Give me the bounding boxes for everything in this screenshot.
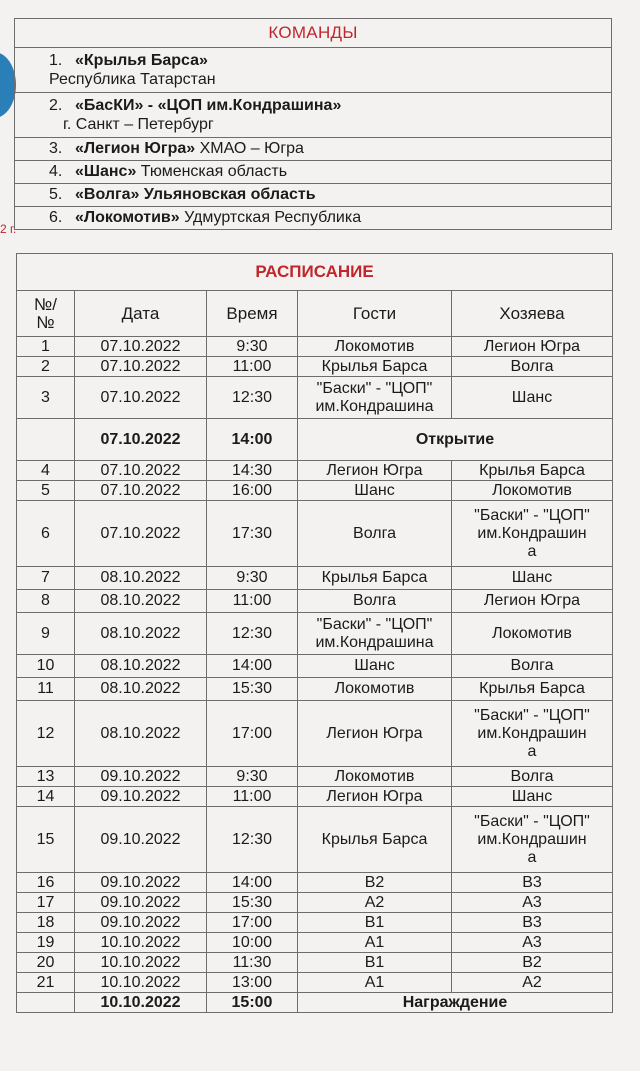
match-guests: А2 xyxy=(298,893,452,913)
match-hosts: "Баски" - "ЦОП" им.Кондрашин а xyxy=(452,501,613,567)
match-date: 07.10.2022 xyxy=(75,501,207,567)
match-number: 1 xyxy=(17,337,75,357)
match-date: 07.10.2022 xyxy=(75,357,207,377)
schedule-row xyxy=(17,357,613,377)
match-date: 07.10.2022 xyxy=(75,377,207,419)
edge-note: 2 г. xyxy=(0,222,17,236)
schedule-table xyxy=(16,253,613,1013)
match-guests: Крылья Барса xyxy=(298,357,452,377)
match-guests: Крылья Барса xyxy=(298,807,452,873)
match-number: 21 xyxy=(17,973,75,993)
match-guests: Локомотив xyxy=(298,337,452,357)
match-number: 3 xyxy=(17,377,75,419)
team-name: «Легион Югра» xyxy=(75,140,196,158)
header-num: №/ № xyxy=(17,291,75,337)
schedule-row xyxy=(17,481,613,501)
team-region: Тюменская область xyxy=(140,163,288,181)
match-time: 12:30 xyxy=(207,613,298,655)
match-date: 08.10.2022 xyxy=(75,701,207,767)
teams-table xyxy=(14,18,612,230)
schedule-row xyxy=(17,787,613,807)
match-hosts: В2 xyxy=(452,953,613,973)
match-date: 10.10.2022 xyxy=(75,933,207,953)
match-date: 09.10.2022 xyxy=(75,807,207,873)
team-number: 1. xyxy=(49,51,63,69)
team-row xyxy=(15,138,612,161)
header-time: Время xyxy=(207,291,298,337)
team-number: 4. xyxy=(49,163,63,181)
match-hosts: Волга xyxy=(452,357,613,377)
team-row xyxy=(15,184,612,207)
match-guests: Легион Югра xyxy=(298,461,452,481)
match-guests: Легион Югра xyxy=(298,701,452,767)
match-date: 08.10.2022 xyxy=(75,567,207,590)
match-guests: Локомотив xyxy=(298,678,452,701)
schedule-row xyxy=(17,973,613,993)
match-time: 14:00 xyxy=(207,873,298,893)
match-guests: Волга xyxy=(298,501,452,567)
match-hosts: "Баски" - "ЦОП" им.Кондрашин а xyxy=(452,701,613,767)
match-time: 9:30 xyxy=(207,337,298,357)
match-guests: Крылья Барса xyxy=(298,567,452,590)
match-hosts: А2 xyxy=(452,973,613,993)
match-number: 9 xyxy=(17,613,75,655)
match-number xyxy=(17,993,75,1013)
match-date: 08.10.2022 xyxy=(75,678,207,701)
team-region: г. Санкт – Петербург xyxy=(63,116,214,133)
match-time: 15:00 xyxy=(207,993,298,1013)
event-label: Награждение xyxy=(298,993,613,1013)
match-guests: "Баски" - "ЦОП" им.Кондрашина xyxy=(298,613,452,655)
schedule-event-row xyxy=(17,993,613,1013)
match-guests: Локомотив xyxy=(298,767,452,787)
match-number: 6 xyxy=(17,501,75,567)
match-date: 09.10.2022 xyxy=(75,893,207,913)
match-time: 12:30 xyxy=(207,377,298,419)
schedule-row xyxy=(17,678,613,701)
match-date: 07.10.2022 xyxy=(75,337,207,357)
team-number: 2. xyxy=(49,96,63,114)
match-hosts: Крылья Барса xyxy=(452,678,613,701)
schedule-row xyxy=(17,461,613,481)
match-guests: В2 xyxy=(298,873,452,893)
match-number: 17 xyxy=(17,893,75,913)
match-number: 20 xyxy=(17,953,75,973)
match-hosts: Шанс xyxy=(452,567,613,590)
match-time: 17:00 xyxy=(207,913,298,933)
match-hosts: Легион Югра xyxy=(452,337,613,357)
match-guests: А1 xyxy=(298,933,452,953)
match-date: 07.10.2022 xyxy=(75,481,207,501)
match-hosts: Крылья Барса xyxy=(452,461,613,481)
team-row xyxy=(15,48,612,93)
match-date: 10.10.2022 xyxy=(75,973,207,993)
match-number: 11 xyxy=(17,678,75,701)
schedule-title: РАСПИСАНИЕ xyxy=(17,254,613,291)
team-name: «Крылья Барса» xyxy=(75,51,208,69)
team-name: «Волга» Ульяновская область xyxy=(75,186,316,204)
column-headers xyxy=(17,291,613,337)
match-time: 12:30 xyxy=(207,807,298,873)
team-name: «Локомотив» xyxy=(75,209,180,227)
match-hosts: Легион Югра xyxy=(452,590,613,613)
match-hosts: Шанс xyxy=(452,787,613,807)
match-time: 15:30 xyxy=(207,893,298,913)
match-date: 08.10.2022 xyxy=(75,613,207,655)
match-hosts: В3 xyxy=(452,913,613,933)
match-number: 19 xyxy=(17,933,75,953)
schedule-row xyxy=(17,337,613,357)
match-hosts: "Баски" - "ЦОП" им.Кондрашин а xyxy=(452,807,613,873)
match-hosts: Локомотив xyxy=(452,613,613,655)
team-region: Республика Татарстан xyxy=(49,71,216,88)
team-region: Удмуртская Республика xyxy=(184,209,362,227)
schedule-row xyxy=(17,933,613,953)
schedule-row xyxy=(17,590,613,613)
team-name: «БасКИ» - «ЦОП им.Кондрашина» xyxy=(75,96,342,114)
match-hosts: В3 xyxy=(452,873,613,893)
schedule-row xyxy=(17,701,613,767)
event-label: Открытие xyxy=(298,419,613,461)
schedule-event-row xyxy=(17,419,613,461)
match-date: 09.10.2022 xyxy=(75,913,207,933)
match-date: 07.10.2022 xyxy=(75,419,207,461)
match-number: 4 xyxy=(17,461,75,481)
match-hosts: А3 xyxy=(452,893,613,913)
match-number: 15 xyxy=(17,807,75,873)
match-hosts: Волга xyxy=(452,655,613,678)
match-hosts: А3 xyxy=(452,933,613,953)
match-time: 9:30 xyxy=(207,767,298,787)
match-number: 2 xyxy=(17,357,75,377)
match-date: 10.10.2022 xyxy=(75,993,207,1013)
match-time: 11:00 xyxy=(207,357,298,377)
match-time: 10:00 xyxy=(207,933,298,953)
header-hosts: Хозяева xyxy=(452,291,613,337)
team-number: 5. xyxy=(49,186,63,204)
match-time: 14:30 xyxy=(207,461,298,481)
match-number xyxy=(17,419,75,461)
team-row xyxy=(15,93,612,138)
match-time: 17:30 xyxy=(207,501,298,567)
match-guests: Легион Югра xyxy=(298,787,452,807)
match-date: 07.10.2022 xyxy=(75,461,207,481)
schedule-row xyxy=(17,377,613,419)
match-number: 14 xyxy=(17,787,75,807)
schedule-row xyxy=(17,953,613,973)
match-date: 09.10.2022 xyxy=(75,767,207,787)
match-time: 13:00 xyxy=(207,973,298,993)
match-number: 12 xyxy=(17,701,75,767)
match-guests: В1 xyxy=(298,953,452,973)
team-number: 3. xyxy=(49,140,63,158)
schedule-row xyxy=(17,913,613,933)
team-name: «Шанс» xyxy=(75,163,137,181)
match-time: 15:30 xyxy=(207,678,298,701)
match-time: 11:00 xyxy=(207,590,298,613)
schedule-row xyxy=(17,807,613,873)
match-guests: Шанс xyxy=(298,481,452,501)
match-hosts: Шанс xyxy=(452,377,613,419)
match-guests: А1 xyxy=(298,973,452,993)
header-date: Дата xyxy=(75,291,207,337)
header-guests: Гости xyxy=(298,291,452,337)
match-time: 16:00 xyxy=(207,481,298,501)
match-number: 7 xyxy=(17,567,75,590)
team-region: ХМАО – Югра xyxy=(199,140,304,158)
schedule-row xyxy=(17,613,613,655)
match-time: 11:30 xyxy=(207,953,298,973)
schedule-row xyxy=(17,873,613,893)
match-date: 09.10.2022 xyxy=(75,873,207,893)
match-number: 10 xyxy=(17,655,75,678)
match-guests: "Баски" - "ЦОП" им.Кондрашина xyxy=(298,377,452,419)
match-time: 11:00 xyxy=(207,787,298,807)
match-number: 16 xyxy=(17,873,75,893)
schedule-row xyxy=(17,501,613,567)
match-time: 14:00 xyxy=(207,419,298,461)
schedule-row xyxy=(17,767,613,787)
match-time: 17:00 xyxy=(207,701,298,767)
match-date: 10.10.2022 xyxy=(75,953,207,973)
match-date: 08.10.2022 xyxy=(75,590,207,613)
match-guests: Волга xyxy=(298,590,452,613)
match-hosts: Локомотив xyxy=(452,481,613,501)
match-guests: В1 xyxy=(298,913,452,933)
match-time: 14:00 xyxy=(207,655,298,678)
team-row xyxy=(15,207,612,230)
match-guests: Шанс xyxy=(298,655,452,678)
schedule-row xyxy=(17,655,613,678)
match-date: 08.10.2022 xyxy=(75,655,207,678)
match-date: 09.10.2022 xyxy=(75,787,207,807)
match-time: 9:30 xyxy=(207,567,298,590)
schedule-row xyxy=(17,893,613,913)
team-row xyxy=(15,161,612,184)
team-number: 6. xyxy=(49,209,63,227)
match-hosts: Волга xyxy=(452,767,613,787)
match-number: 13 xyxy=(17,767,75,787)
match-number: 5 xyxy=(17,481,75,501)
teams-title: КОМАНДЫ xyxy=(15,19,612,48)
schedule-row xyxy=(17,567,613,590)
match-number: 8 xyxy=(17,590,75,613)
match-number: 18 xyxy=(17,913,75,933)
